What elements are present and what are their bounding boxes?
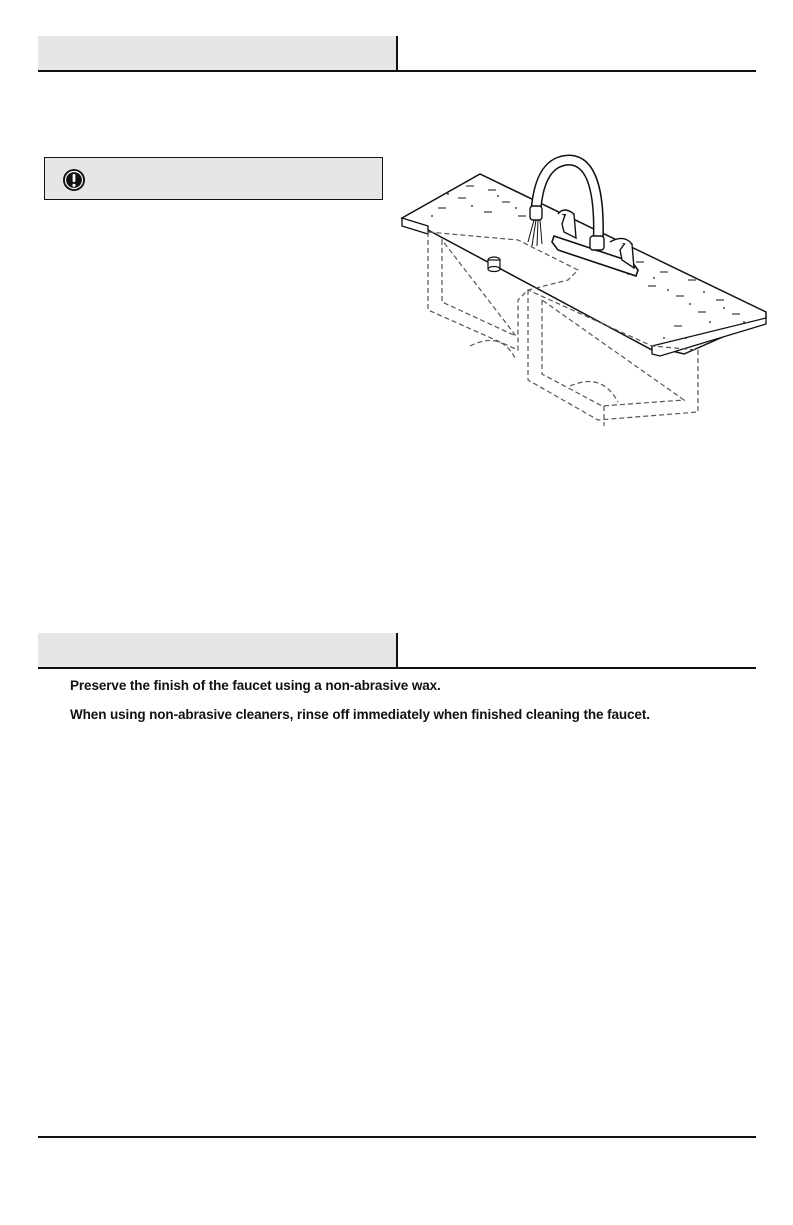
notice-box xyxy=(44,157,383,200)
care-tip: Preserve the finish of the faucet using a non-abrasive wax. xyxy=(70,678,441,693)
section-header-care xyxy=(38,633,756,669)
footer-rule xyxy=(38,1136,756,1138)
section-header-installation xyxy=(38,36,756,72)
exclamation-icon xyxy=(62,168,86,192)
section-tab xyxy=(38,633,398,667)
section-rule xyxy=(38,667,756,669)
faucet-sink-illustration xyxy=(398,150,768,430)
section-tab xyxy=(38,36,398,70)
section-rule xyxy=(38,70,756,72)
care-tip: When using non-abrasive cleaners, rinse off immediately when finished cleaning the faucet. xyxy=(70,707,650,722)
